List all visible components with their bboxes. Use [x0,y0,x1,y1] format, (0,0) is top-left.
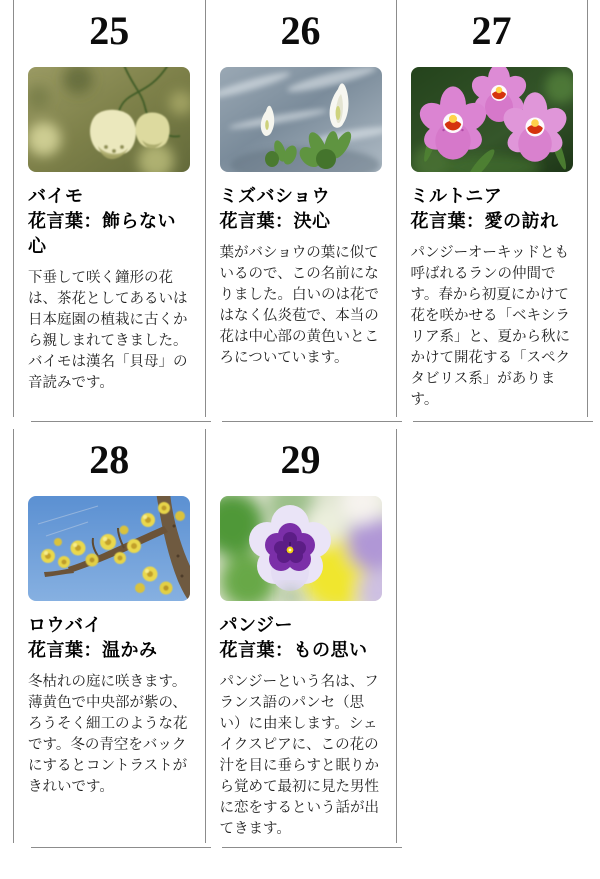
flower-description: 冬枯れの庭に咲きます。薄黄色で中央部が紫の、ろうそく細工のような花です。冬の青空をバックにするとコントラストがきれいです。 [28,674,188,795]
day-number: 25 [89,8,130,53]
day-number: 28 [89,437,130,482]
card-title-block [220,184,383,234]
card-title-block [28,613,192,663]
flower-card-26 [206,0,397,417]
flower-card-28 [13,429,206,843]
flower-meaning: 花言葉：温かみ [28,640,158,660]
skunk-cabbage-white-spathe-photo [220,67,382,172]
divider-segment [222,421,402,422]
flower-name: ロウバイ [28,615,102,635]
divider-segment [413,421,593,422]
card-title-block [220,613,383,663]
flower-name: バイモ [28,186,84,206]
purple-pansy-photo [220,496,382,601]
flower-description: 葉がバショウの葉に似ているので、この名前になりました。白いのは花ではなく仏炎苞で、本当の花は中心部の黄色いところについています。 [219,245,379,366]
card-grid-row [13,0,600,417]
flower-meaning: 花言葉：もの思い [219,640,368,660]
flower-meaning: 花言葉：愛の訪れ [410,211,559,231]
fritillaria-bell-flower-photo [28,67,190,172]
miltonia-pink-orchid-photo [411,67,573,172]
flower-card-25 [13,0,206,417]
flower-card-29 [206,429,397,843]
day-number: 29 [280,437,321,482]
wintersweet-yellow-blossom-photo [28,496,190,601]
flower-name: ミズバショウ [219,186,331,206]
flower-card-27 [397,0,588,417]
flower-description: パンジーという名は、フランス語のパンセ（思い）に由来します。シェイクスピアに、この花の汁を目に垂らすと眠りから覚めて最初に見た男性に恋をするという話が出てきます。 [219,674,379,837]
row-divider [26,421,600,423]
flower-meaning: 花言葉：決心 [219,211,331,231]
row-divider [26,847,600,849]
flower-meaning: 花言葉：飾らない心 [28,211,176,256]
divider-segment [31,847,211,848]
day-number: 26 [280,8,321,53]
divider-segment [222,847,402,848]
flower-name: ミルトニア [410,186,503,206]
day-number: 27 [471,8,512,53]
flower-description: 下垂して咲く鐘形の花は、茶花としてあるいは日本庭園の植栽に古くから親しまれてきました。バイモは漢名「貝母」の音読みです。 [28,270,188,391]
card-grid-row [13,429,600,843]
flower-description: パンジーオーキッドとも呼ばれるランの仲間です。春から初夏にかけて花を咲かせる「ベキシラリア系」と、夏から秋にかけて開花する「スペクタビリス系」があります。 [410,245,570,408]
flower-name: パンジー [219,615,294,635]
card-title-block [411,184,574,234]
card-title-block [28,184,192,259]
divider-segment [31,421,211,422]
